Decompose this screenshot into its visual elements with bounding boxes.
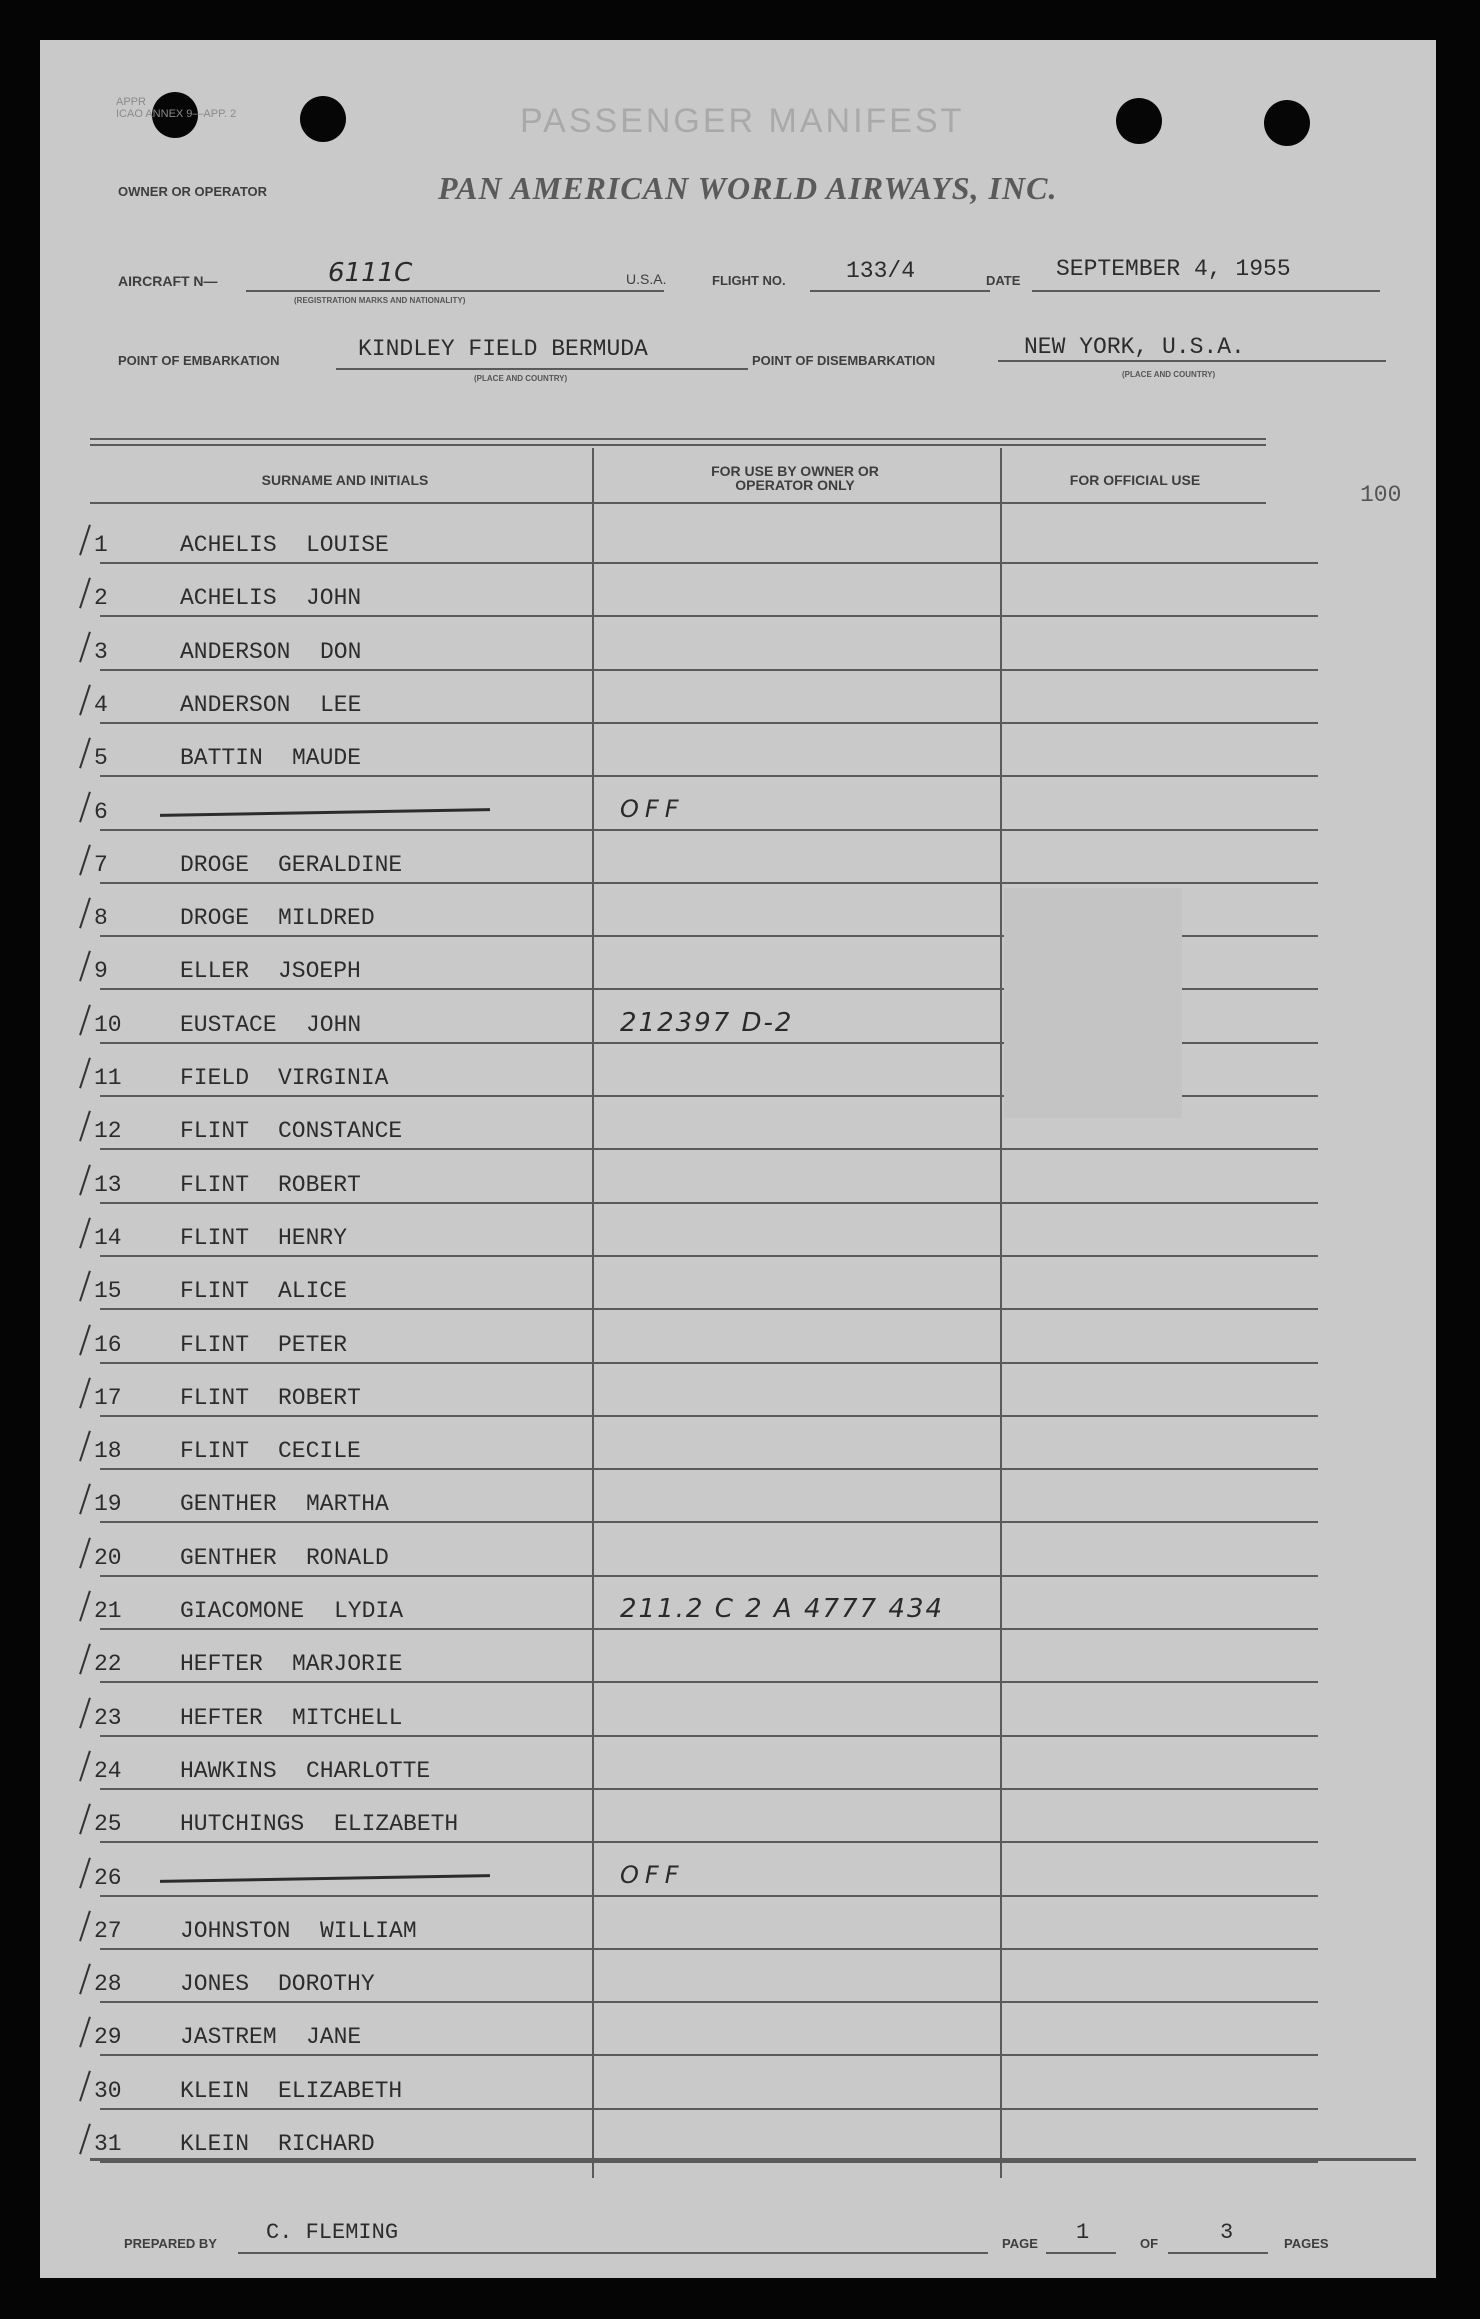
passenger-surname: ACHELIS bbox=[180, 532, 277, 558]
passenger-given-name: CONSTANCE bbox=[278, 1118, 403, 1144]
check-mark bbox=[79, 1004, 91, 1035]
passenger-surname: DROGE bbox=[180, 852, 250, 878]
passenger-surname: BATTIN bbox=[180, 745, 263, 771]
row-rule bbox=[100, 2108, 1318, 2110]
prepared-value: C. FLEMING bbox=[266, 2220, 399, 2245]
check-mark bbox=[79, 1537, 91, 1568]
row-number: 15 bbox=[94, 1278, 122, 1304]
prepared-label: PREPARED BY bbox=[124, 2236, 217, 2251]
check-mark bbox=[79, 1110, 91, 1141]
page-value: 1 bbox=[1076, 2220, 1090, 2245]
row-rule bbox=[100, 1788, 1318, 1790]
passenger-given-name: LOUISE bbox=[306, 532, 389, 558]
passenger-name bbox=[180, 639, 361, 665]
passenger-surname: FLINT bbox=[180, 1225, 250, 1251]
passenger-name bbox=[180, 2131, 375, 2157]
row-rule bbox=[100, 1735, 1318, 1737]
passenger-name bbox=[180, 1332, 347, 1358]
passenger-given-name: JANE bbox=[306, 2024, 362, 2050]
passenger-surname: HEFTER bbox=[180, 1651, 263, 1677]
check-mark bbox=[79, 577, 91, 608]
passenger-given-name: MAUDE bbox=[292, 745, 362, 771]
passenger-given-name: JOHN bbox=[306, 585, 362, 611]
passenger-surname: GENTHER bbox=[180, 1545, 277, 1571]
passenger-given-name: ELIZABETH bbox=[334, 1811, 459, 1837]
check-mark bbox=[79, 1164, 91, 1195]
row-number: 9 bbox=[94, 958, 108, 984]
row-number: 28 bbox=[94, 1971, 122, 1997]
passenger-given-name: RONALD bbox=[306, 1545, 389, 1571]
passenger-given-name: DOROTHY bbox=[278, 1971, 375, 1997]
passenger-surname: FLINT bbox=[180, 1278, 250, 1304]
row-number: 11 bbox=[94, 1065, 122, 1091]
row-rule bbox=[100, 669, 1318, 671]
row-number: 8 bbox=[94, 905, 108, 931]
row-number: 18 bbox=[94, 1438, 122, 1464]
passenger-given-name: MILDRED bbox=[278, 905, 375, 931]
passenger-name bbox=[180, 745, 361, 771]
passenger-name bbox=[180, 958, 361, 984]
check-mark bbox=[79, 1483, 91, 1514]
row-rule bbox=[100, 1575, 1318, 1577]
flight-label: FLIGHT NO. bbox=[712, 273, 786, 288]
passenger-name bbox=[180, 1278, 347, 1304]
embark-sub: (PLACE AND COUNTRY) bbox=[474, 374, 568, 383]
passenger-name bbox=[180, 1385, 361, 1411]
row-rule bbox=[100, 1362, 1318, 1364]
punch-hole bbox=[300, 96, 346, 142]
passenger-surname: JOHNSTON bbox=[180, 1918, 291, 1944]
table-bottom-rule bbox=[90, 2158, 1416, 2161]
passenger-name bbox=[180, 532, 389, 558]
erased-area bbox=[1004, 888, 1182, 1118]
passenger-name bbox=[180, 905, 375, 931]
passenger-name bbox=[180, 2078, 402, 2104]
check-mark bbox=[79, 791, 91, 822]
row-rule bbox=[100, 1468, 1318, 1470]
passenger-surname: FIELD bbox=[180, 1065, 250, 1091]
row-rule bbox=[100, 1148, 1318, 1150]
passenger-given-name: ROBERT bbox=[278, 1172, 361, 1198]
column-divider-1 bbox=[592, 448, 594, 2178]
row-rule bbox=[100, 829, 1318, 831]
passenger-name bbox=[180, 1758, 430, 1784]
page-underline bbox=[1046, 2252, 1116, 2254]
passenger-surname: ELLER bbox=[180, 958, 250, 984]
check-mark bbox=[79, 1590, 91, 1621]
check-mark bbox=[79, 1750, 91, 1781]
aircraft-value: 6111C bbox=[328, 258, 413, 288]
passenger-surname: JASTREM bbox=[180, 2024, 277, 2050]
approval-note bbox=[116, 96, 236, 120]
row-rule bbox=[100, 882, 1318, 884]
row-rule bbox=[100, 562, 1318, 564]
date-label: DATE bbox=[986, 273, 1021, 288]
row-rule bbox=[100, 722, 1318, 724]
row-rule bbox=[100, 1521, 1318, 1523]
row-rule bbox=[100, 1841, 1318, 1843]
of-value: 3 bbox=[1220, 2220, 1234, 2245]
passenger-name bbox=[180, 1225, 347, 1251]
prepared-underline bbox=[238, 2252, 988, 2254]
passenger-surname: ANDERSON bbox=[180, 692, 291, 718]
owner-use-note: OFF bbox=[620, 1861, 685, 1889]
row-number: 7 bbox=[94, 852, 108, 878]
table-top-rule bbox=[90, 438, 1266, 440]
passenger-surname: KLEIN bbox=[180, 2131, 250, 2157]
passenger-name bbox=[180, 1971, 375, 1997]
passenger-given-name: MARJORIE bbox=[292, 1651, 403, 1677]
aircraft-underline bbox=[246, 290, 664, 292]
row-number: 4 bbox=[94, 692, 108, 718]
row-number: 2 bbox=[94, 585, 108, 611]
row-number: 10 bbox=[94, 1012, 122, 1038]
passenger-given-name: LEE bbox=[320, 692, 362, 718]
row-number: 25 bbox=[94, 1811, 122, 1837]
passenger-given-name: GERALDINE bbox=[278, 852, 403, 878]
punch-hole bbox=[1264, 100, 1310, 146]
passenger-surname: GIACOMONE bbox=[180, 1598, 305, 1624]
aircraft-sub: (REGISTRATION MARKS AND NATIONALITY) bbox=[294, 296, 466, 305]
passenger-name bbox=[180, 1491, 389, 1517]
passenger-given-name: HENRY bbox=[278, 1225, 348, 1251]
check-mark bbox=[79, 1643, 91, 1674]
row-number: 23 bbox=[94, 1705, 122, 1731]
disembark-underline bbox=[998, 360, 1386, 362]
check-mark bbox=[79, 1270, 91, 1301]
passenger-given-name: ELIZABETH bbox=[278, 2078, 403, 2104]
passenger-given-name: JOHN bbox=[306, 1012, 362, 1038]
usa-label: U.S.A. bbox=[626, 271, 667, 287]
page-label: PAGE bbox=[1002, 2236, 1038, 2251]
date-underline bbox=[1032, 290, 1380, 292]
passenger-name bbox=[180, 1545, 389, 1571]
row-rule bbox=[100, 1415, 1318, 1417]
passenger-given-name: RICHARD bbox=[278, 2131, 375, 2157]
check-mark bbox=[79, 844, 91, 875]
passenger-given-name: ALICE bbox=[278, 1278, 348, 1304]
row-number: 19 bbox=[94, 1491, 122, 1517]
row-rule bbox=[100, 1255, 1318, 1257]
passenger-surname: GENTHER bbox=[180, 1491, 277, 1517]
passenger-surname: KLEIN bbox=[180, 2078, 250, 2104]
of-underline bbox=[1168, 2252, 1268, 2254]
row-rule bbox=[100, 2161, 1318, 2163]
flight-value: 133/4 bbox=[846, 258, 916, 284]
passenger-surname: FLINT bbox=[180, 1172, 250, 1198]
row-rule bbox=[100, 1628, 1318, 1630]
row-number: 17 bbox=[94, 1385, 122, 1411]
disembark-sub: (PLACE AND COUNTRY) bbox=[1122, 370, 1216, 379]
embark-label: POINT OF EMBARKATION bbox=[118, 353, 280, 368]
embark-underline bbox=[336, 368, 748, 370]
passenger-name bbox=[180, 1651, 402, 1677]
row-rule bbox=[100, 775, 1318, 777]
passenger-surname: HEFTER bbox=[180, 1705, 263, 1731]
check-mark bbox=[79, 2123, 91, 2154]
passenger-given-name: JSOEPH bbox=[278, 958, 361, 984]
row-number: 26 bbox=[94, 1865, 122, 1891]
passenger-given-name: CHARLOTTE bbox=[306, 1758, 431, 1784]
passenger-given-name: CECILE bbox=[278, 1438, 361, 1464]
owner-value: PAN AMERICAN WORLD AIRWAYS, INC. bbox=[438, 170, 1058, 206]
check-mark bbox=[79, 1910, 91, 1941]
pages-label: PAGES bbox=[1284, 2236, 1329, 2251]
aircraft-label: AIRCRAFT N— bbox=[118, 273, 218, 289]
check-mark bbox=[79, 524, 91, 555]
passenger-surname: ANDERSON bbox=[180, 639, 291, 665]
strike-out-line bbox=[160, 808, 490, 817]
row-rule bbox=[100, 1202, 1318, 1204]
passenger-surname: ACHELIS bbox=[180, 585, 277, 611]
check-mark bbox=[79, 737, 91, 768]
approval-line-1: APPR bbox=[116, 96, 146, 108]
row-number: 22 bbox=[94, 1651, 122, 1677]
check-mark bbox=[79, 1803, 91, 1834]
row-number: 29 bbox=[94, 2024, 122, 2050]
punch-hole bbox=[1116, 98, 1162, 144]
owner-use-note: OFF bbox=[620, 795, 685, 823]
passenger-name bbox=[180, 2024, 361, 2050]
passenger-name bbox=[180, 1811, 458, 1837]
header-bottom-rule bbox=[90, 502, 1266, 504]
row-number: 3 bbox=[94, 639, 108, 665]
column-divider-2 bbox=[1000, 448, 1002, 2178]
row-rule bbox=[100, 2001, 1318, 2003]
passenger-given-name: DON bbox=[320, 639, 362, 665]
approval-line-2: ICAO ANNEX 9—APP. 2 bbox=[116, 108, 237, 120]
disembark-label: POINT OF DISEMBARKATION bbox=[752, 353, 936, 368]
check-mark bbox=[79, 2016, 91, 2047]
row-rule bbox=[100, 1948, 1318, 1950]
row-number: 21 bbox=[94, 1598, 122, 1624]
row-number: 12 bbox=[94, 1118, 122, 1144]
check-mark bbox=[79, 950, 91, 981]
row-rule bbox=[100, 1895, 1318, 1897]
passenger-name bbox=[180, 1598, 403, 1624]
check-mark bbox=[79, 1217, 91, 1248]
passenger-name bbox=[180, 692, 361, 718]
row-number: 1 bbox=[94, 532, 108, 558]
check-mark bbox=[79, 631, 91, 662]
row-number: 16 bbox=[94, 1332, 122, 1358]
passenger-surname: DROGE bbox=[180, 905, 250, 931]
passenger-surname: FLINT bbox=[180, 1332, 250, 1358]
check-mark bbox=[79, 1057, 91, 1088]
row-number: 20 bbox=[94, 1545, 122, 1571]
check-mark bbox=[79, 1697, 91, 1728]
embark-value: KINDLEY FIELD BERMUDA bbox=[358, 336, 648, 362]
col-header-surname: SURNAME AND INITIALS bbox=[261, 472, 429, 488]
passenger-name bbox=[180, 1438, 361, 1464]
row-number: 13 bbox=[94, 1172, 122, 1198]
row-rule bbox=[100, 1681, 1318, 1683]
check-mark bbox=[79, 1857, 91, 1888]
owner-label: OWNER OR OPERATOR bbox=[118, 184, 268, 199]
row-number: 14 bbox=[94, 1225, 122, 1251]
check-mark bbox=[79, 2070, 91, 2101]
form-title: PASSENGER MANIFEST bbox=[520, 102, 965, 140]
row-number: 5 bbox=[94, 745, 108, 771]
passenger-name bbox=[180, 1705, 402, 1731]
table-top-rule-2 bbox=[90, 444, 1266, 446]
passenger-surname: FLINT bbox=[180, 1438, 250, 1464]
col-header-official-use: FOR OFFICIAL USE bbox=[1069, 472, 1201, 488]
passenger-given-name: WILLIAM bbox=[320, 1918, 417, 1944]
passenger-name bbox=[180, 852, 402, 878]
check-mark bbox=[79, 1963, 91, 1994]
passenger-surname: HAWKINS bbox=[180, 1758, 277, 1784]
passenger-name bbox=[180, 1118, 402, 1144]
passenger-given-name: MARTHA bbox=[306, 1491, 389, 1517]
owner-use-note: 212397 D-2 bbox=[620, 1008, 794, 1038]
margin-number: 100 bbox=[1360, 482, 1402, 508]
check-mark bbox=[79, 684, 91, 715]
passenger-given-name: MITCHELL bbox=[292, 1705, 403, 1731]
owner-use-note: 211.2 C 2 A 4777 434 bbox=[620, 1594, 945, 1624]
manifest-sheet bbox=[40, 40, 1436, 2278]
strike-out-line bbox=[160, 1874, 490, 1883]
check-mark bbox=[79, 1324, 91, 1355]
flight-underline bbox=[810, 290, 990, 292]
row-rule bbox=[100, 615, 1318, 617]
row-rule bbox=[100, 1308, 1318, 1310]
passenger-given-name: VIRGINIA bbox=[278, 1065, 389, 1091]
check-mark bbox=[79, 897, 91, 928]
check-mark bbox=[79, 1430, 91, 1461]
passenger-surname: FLINT bbox=[180, 1385, 250, 1411]
passenger-given-name: LYDIA bbox=[334, 1598, 404, 1624]
row-number: 30 bbox=[94, 2078, 122, 2104]
passenger-surname: JONES bbox=[180, 1971, 250, 1997]
passenger-name bbox=[180, 585, 361, 611]
passenger-surname: FLINT bbox=[180, 1118, 250, 1144]
passenger-given-name: PETER bbox=[278, 1332, 348, 1358]
disembark-value: NEW YORK, U.S.A. bbox=[1024, 334, 1245, 360]
passenger-name bbox=[180, 1012, 361, 1038]
passenger-name bbox=[180, 1918, 417, 1944]
passenger-given-name: ROBERT bbox=[278, 1385, 361, 1411]
passenger-name bbox=[180, 1065, 388, 1091]
check-mark bbox=[79, 1377, 91, 1408]
of-label: OF bbox=[1140, 2236, 1159, 2251]
passenger-name bbox=[180, 1172, 361, 1198]
row-number: 6 bbox=[94, 799, 108, 825]
row-number: 31 bbox=[94, 2131, 122, 2157]
date-value: SEPTEMBER 4, 1955 bbox=[1056, 256, 1291, 282]
row-number: 27 bbox=[94, 1918, 122, 1944]
passenger-surname: HUTCHINGS bbox=[180, 1811, 305, 1837]
row-rule bbox=[100, 2054, 1318, 2056]
row-number: 24 bbox=[94, 1758, 122, 1784]
passenger-surname: EUSTACE bbox=[180, 1012, 277, 1038]
col-header-owner-use: FOR USE BY OWNER OR OPERATOR ONLY bbox=[711, 463, 879, 493]
